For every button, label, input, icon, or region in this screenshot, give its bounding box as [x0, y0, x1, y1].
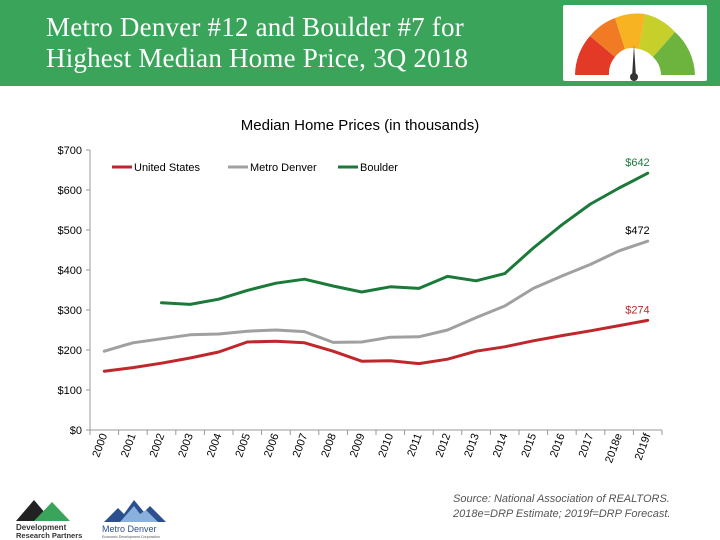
x-tick-label: 2019f	[632, 431, 654, 462]
legend-label-metro-denver: Metro Denver	[250, 162, 317, 174]
x-tick-label: 2011	[405, 431, 425, 459]
y-tick-label: $600	[57, 185, 82, 197]
x-tick-label: 2005	[233, 431, 254, 460]
x-tick-label: 2017	[576, 431, 597, 460]
page-title-line1: Metro Denver #12 and Boulder #7 for	[46, 12, 464, 42]
drp-logo	[12, 494, 92, 540]
drp-logo-text2: Research Partners	[16, 531, 83, 540]
x-tick-label: 2016	[548, 431, 568, 460]
header-banner	[0, 0, 720, 86]
series-line-boulder	[162, 173, 648, 304]
x-tick-label: 2004	[204, 431, 225, 460]
y-tick-label: $0	[69, 425, 82, 437]
legend-label-boulder: Boulder	[360, 162, 398, 174]
x-tick-label: 2018e	[603, 431, 625, 465]
x-tick-label: 2000	[90, 431, 111, 460]
y-tick-label: $700	[57, 145, 82, 157]
y-tick-label: $400	[57, 265, 82, 277]
data-label-united-states: $274	[625, 304, 650, 317]
data-label-boulder: $642	[625, 157, 650, 170]
md-logo-text: Metro Denver	[102, 524, 157, 534]
md-logo-subtext: Economic Development Corporation	[102, 535, 160, 539]
x-tick-label: 2009	[347, 431, 368, 460]
source-note	[453, 492, 713, 522]
chart-title: Median Home Prices (in thousands)	[240, 117, 480, 134]
y-tick-label: $100	[57, 385, 82, 397]
x-tick-label: 2014	[490, 431, 511, 460]
x-tick-label: 2003	[176, 431, 196, 460]
series-line-united-states	[104, 320, 647, 371]
source-line1: Source: National Association of REALTORS.	[453, 493, 670, 505]
x-tick-label: 2002	[147, 431, 168, 460]
y-tick-label: $300	[57, 305, 82, 317]
page-title	[46, 12, 546, 74]
source-line2: 2018e=DRP Estimate; 2019f=DRP Forecast.	[453, 508, 671, 520]
x-tick-label: 2001	[119, 431, 139, 460]
gauge-icon	[563, 5, 707, 81]
legend-label-united-states: United States	[134, 162, 201, 174]
data-label-metro-denver: $472	[625, 225, 650, 238]
y-tick-label: $500	[57, 225, 82, 237]
x-tick-label: 2006	[262, 431, 282, 460]
x-tick-label: 2010	[376, 431, 397, 460]
x-tick-label: 2013	[462, 431, 482, 460]
drp-logo-text1: Development	[16, 523, 67, 532]
y-tick-label: $200	[57, 345, 82, 357]
x-tick-label: 2012	[433, 431, 454, 460]
x-tick-label: 2015	[519, 431, 540, 460]
line-chart	[0, 140, 720, 485]
x-tick-label: 2007	[290, 431, 311, 460]
metro-denver-logo	[100, 492, 172, 540]
x-tick-label: 2008	[319, 431, 339, 460]
page-title-line2: Highest Median Home Price, 3Q 2018	[46, 43, 469, 73]
